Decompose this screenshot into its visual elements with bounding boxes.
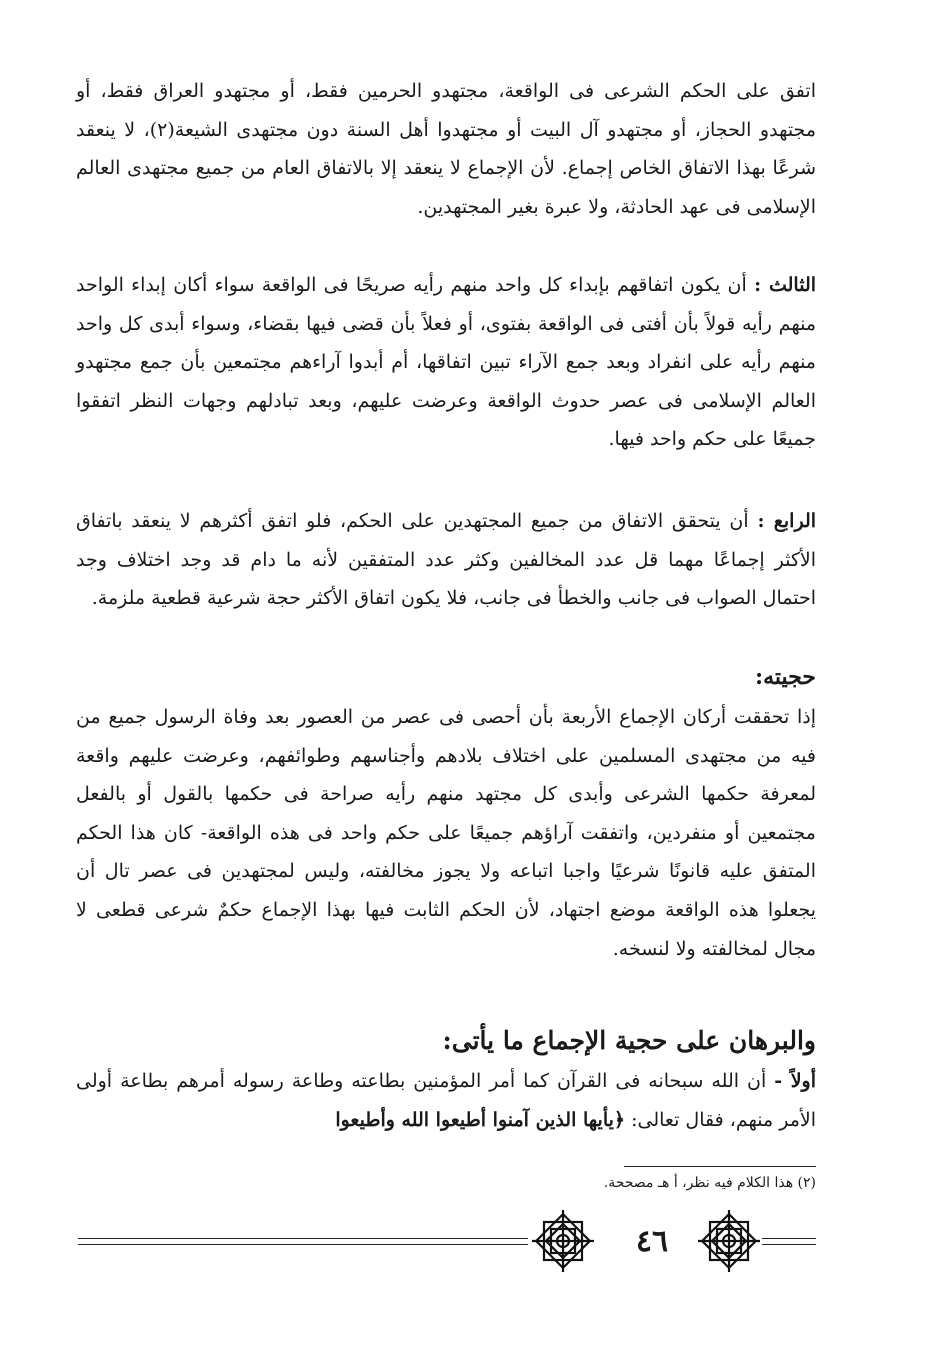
footnote-divider <box>624 1166 816 1167</box>
paragraph-consensus-scope <box>76 72 816 226</box>
paragraph-text: اتفق على الحكم الشرعى فى الواقعة، مجتهدو الحرمين فقط، أو مجتهدو العراق فقط، أو مجتهدو الحجاز، أو مجتهدو آل البيت أو مجتهدوا أهل السنة دون مجتهدى الشيعة(٢)، لا ينعقد شرعًا بهذا الاتفاق الخاص إجماع. لأن الإجماع لا ينعقد إلا بالاتفاق العام من جميع مجتهدى العالم الإسلامى فى عهد الحادثة، ولا عبرة بغير المجتهدين. <box>76 80 817 218</box>
paragraph-authority <box>76 698 816 968</box>
paragraph-text: إذا تحققت أركان الإجماع الأربعة بأن أحصى فى عصر من العصور بعد وفاة الرسول جميع من فيه من مجتهدى المسلمين على اختلاف بلادهم وأجناسهم وطوائفهم، وعرضت عليهم واقعة لمعرفة حكمها الشرعى وأبدى كل مجتهد منهم رأيه صراحة فى حكمها بالقول أو بالفعل مجتمعين أو منفردين، واتفقت آراؤهم جميعًا على حكم واحد فى هذه الواقعة- كان هذا الحكم المتفق عليه قانونًا شرعيًا واجبا اتباعه ولا يجوز مخالفته، وليس لمجتهدين فى عصر تال أن يجعلوا هذه الواقعة موضع اجتهاد، لأن الحكم الثابت فيها بهذا الإجماع حكمٌ شرعى قطعى لا مجال لمخالفته ولا لنسخه. <box>76 706 816 960</box>
paragraph-fourth-condition <box>76 502 816 618</box>
footer-rule-left <box>78 1238 528 1239</box>
paragraph-lead-label: أولاً - <box>774 1070 816 1092</box>
section-heading-proof <box>76 1022 816 1060</box>
section-heading-authority <box>76 660 816 694</box>
footer-rule-right-lower <box>762 1244 816 1245</box>
paragraph-text <box>76 502 816 618</box>
octagram-star-icon <box>696 1208 762 1274</box>
footnote: (٢) هذا الكلام فيه نظر، أ هـ مصححة. <box>603 1175 816 1191</box>
octagram-star-icon <box>530 1208 596 1274</box>
paragraph-third-condition <box>76 266 816 459</box>
footer-rule-right <box>762 1238 816 1239</box>
paragraph-text <box>76 1062 816 1139</box>
quran-quote: ﴿يأيها الذين آمنوا أطيعوا الله وأطيعوا <box>335 1108 626 1131</box>
paragraph-body: أن يكون اتفاقهم بإبداء كل واحد منهم رأيه صريحًا فى الواقعة سواء أكان إبداء الواحد منهم رأيه قولاً بأن أفتى فى الواقعة بفتوى، أو فعلاً بأن قضى فيها بقضاء، وسواء أبدى كل واحد منهم رأيه على انفراد وبعد جمع الآراء تبين اتفاقها، أم أبدوا آراءهم مجتمعين بأن جمع مجتهدو العالم الإسلامى فى عصر حدوث الواقعة وعرضت عليهم، وبعد تبادلهم وجهات النظر اتفقوا جميعًا على حكم واحد فيها. <box>76 274 816 451</box>
paragraph-body: أن يتحقق الاتفاق من جميع المجتهدين على الحكم، فلو اتفق أكثرهم لا ينعقد باتفاق الأكثر إجماعًا مهما قل عدد المخالفين وكثر عدد المتفقين لأنه ما دام قد وجد اختلاف وجد احتمال الصواب فى جانب والخطأ فى جانب، فلا يكون اتفاق الأكثر حجة شرعية قطعية ملزمة. <box>76 510 816 610</box>
paragraph-first-proof <box>76 1062 816 1139</box>
heading-text: والبرهان على حجية الإجماع ما يأتى: <box>442 1026 816 1055</box>
footer-rule-left-lower <box>78 1244 528 1245</box>
heading-text: حجيته: <box>755 664 816 690</box>
paragraph-lead-label: الثالث : <box>754 274 817 296</box>
page-number: ٤٦ <box>635 1224 669 1259</box>
paragraph-body: أن الله سبحانه فى القرآن كما أمر المؤمنين بطاعته وطاعة رسوله أمرهم بطاعة أولى الأمر منهم، فقال تعالى: <box>76 1070 816 1131</box>
paragraph-lead-label: الرابع : <box>757 510 817 532</box>
paragraph-text <box>76 266 816 459</box>
